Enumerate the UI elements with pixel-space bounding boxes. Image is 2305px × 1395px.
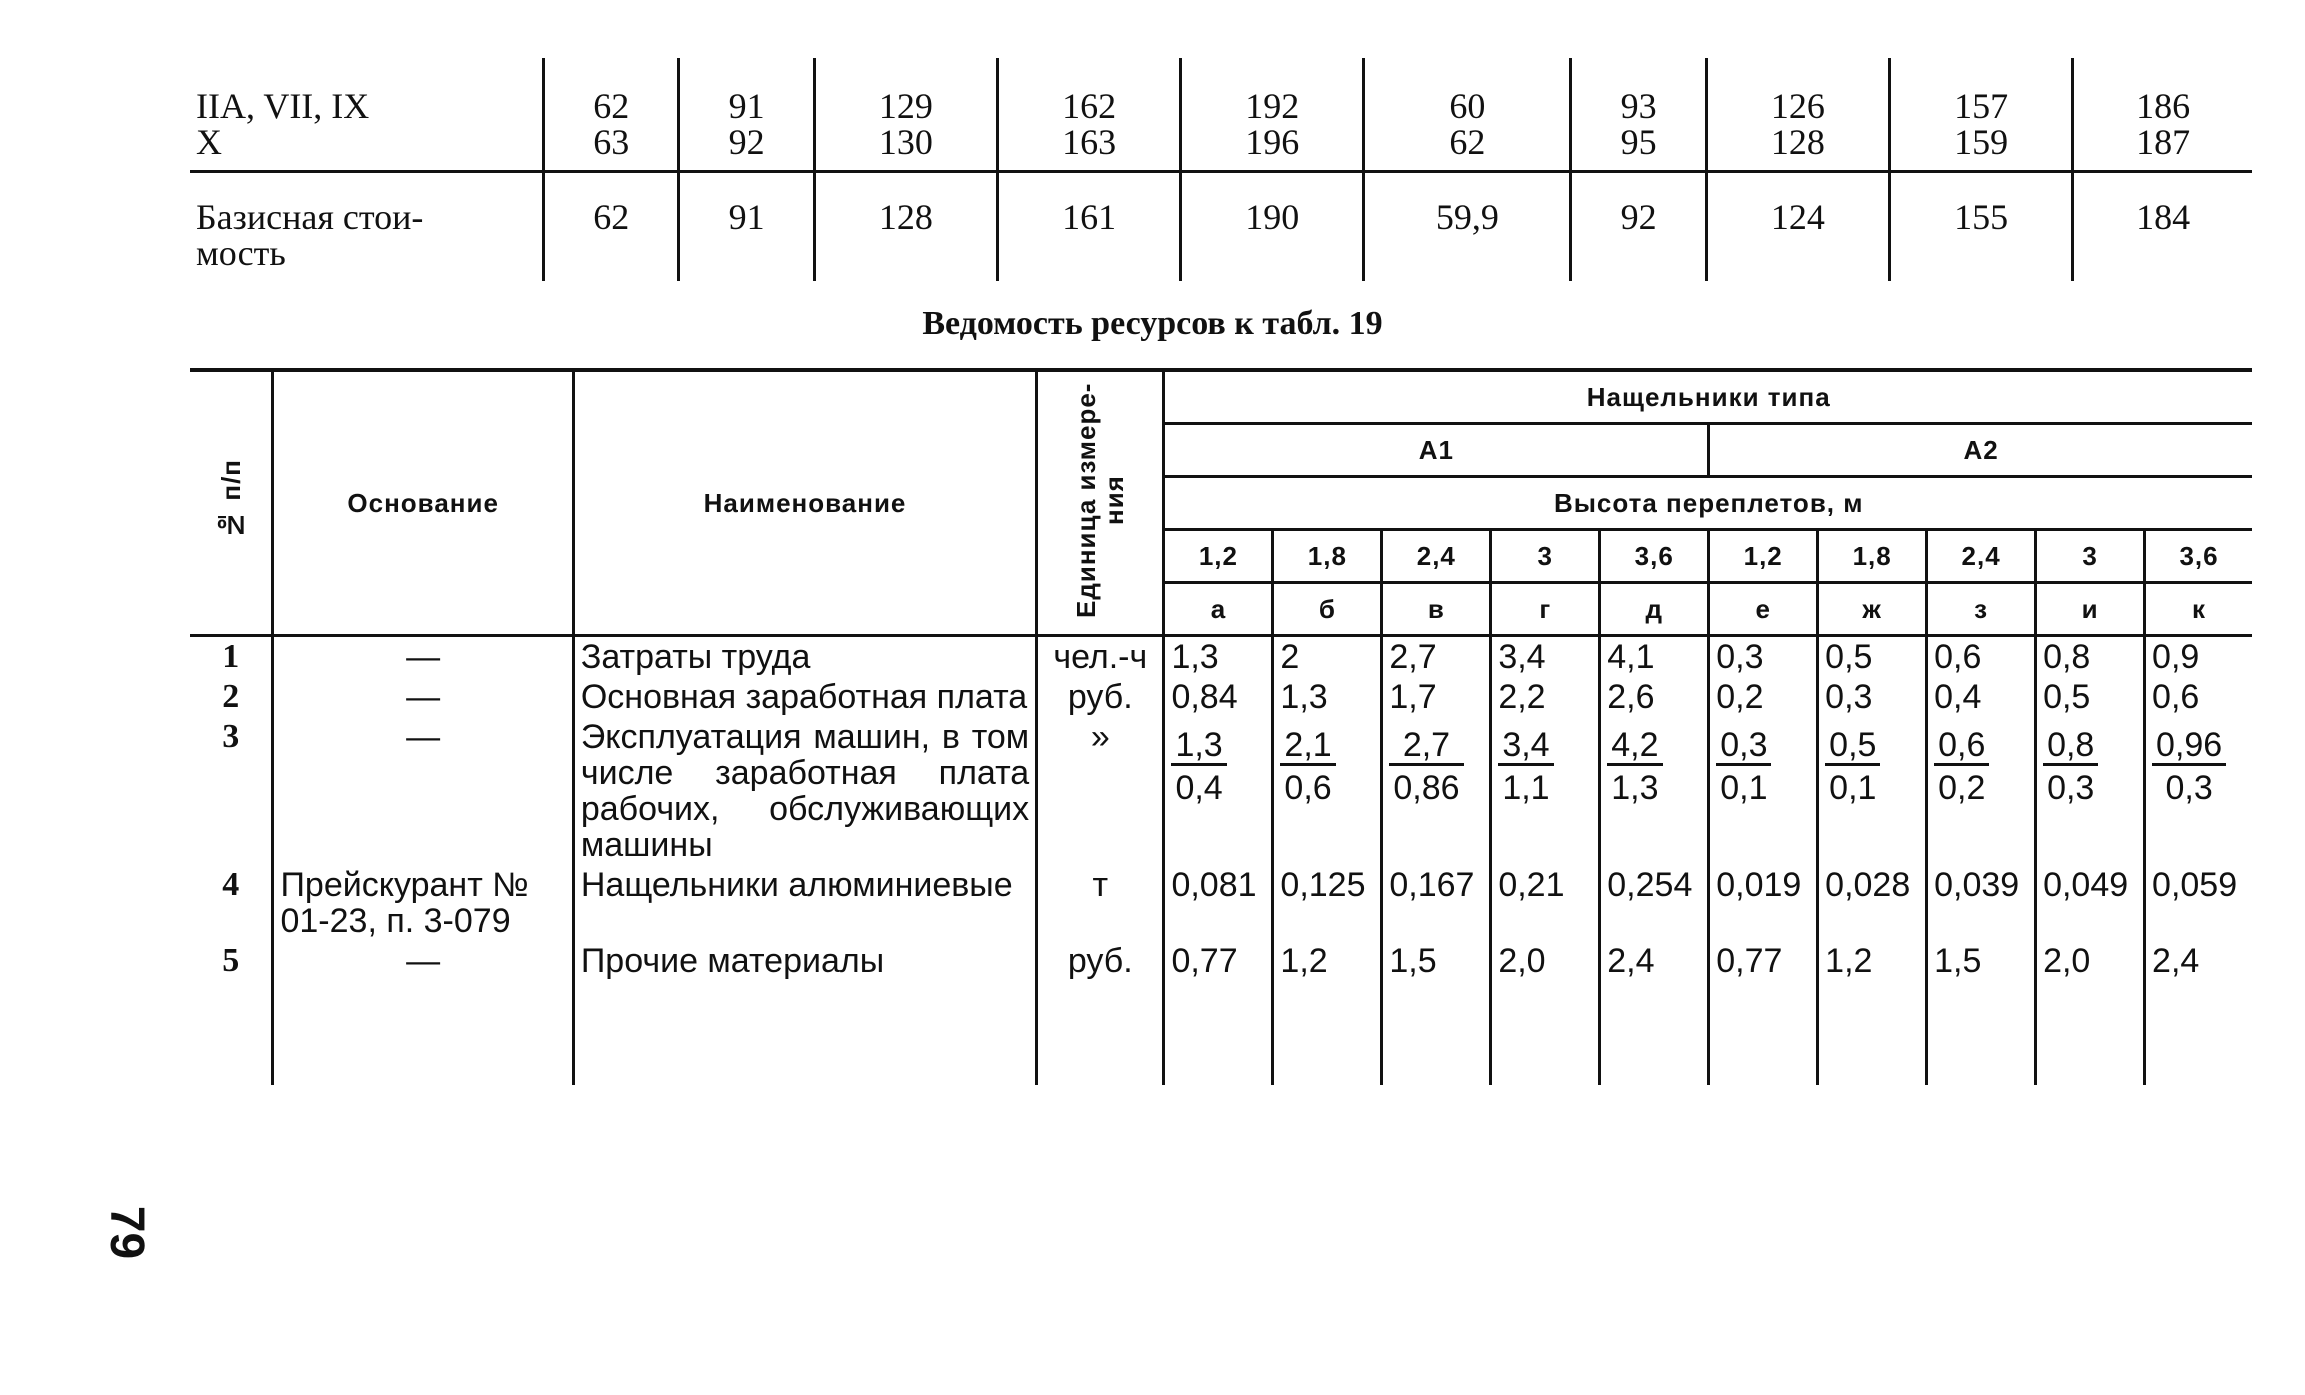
basis-dash: — — [406, 942, 441, 980]
row-value — [1600, 717, 1709, 865]
cost-cell — [1181, 58, 1364, 172]
spacer-cell — [1491, 981, 1600, 1085]
fraction-bottom: 0,3 — [2165, 769, 2213, 807]
header-height-value: 3 — [1491, 530, 1600, 583]
row-value: 0,019 — [1709, 865, 1818, 941]
header-column-letter: з — [1927, 583, 2036, 636]
fraction — [1607, 727, 1662, 806]
cost-value: 186 — [2136, 86, 2191, 126]
header-basis: Основание — [273, 370, 573, 636]
row-unit: » — [1037, 717, 1164, 865]
header-column-letter: б — [1273, 583, 1382, 636]
spacer-cell — [1709, 981, 1818, 1085]
header-num: № п/п — [190, 370, 273, 636]
cost-cell — [814, 58, 997, 172]
fraction — [2043, 727, 2098, 806]
cost-value: 159 — [1954, 122, 2009, 162]
row-value — [1273, 717, 1382, 865]
row-value: 2,4 — [1600, 941, 1709, 981]
cost-value: 124 — [1770, 197, 1825, 237]
cost-value: 62 — [1449, 122, 1486, 162]
row-value: 2,2 — [1491, 677, 1600, 717]
row-value: 0,9 — [2145, 636, 2252, 678]
spacer-cell — [2036, 981, 2145, 1085]
fraction — [1934, 727, 1989, 806]
cost-value: 157 — [1954, 86, 2009, 126]
spacer-cell — [1037, 981, 1164, 1085]
header-height-value: 1,8 — [1818, 530, 1927, 583]
cost-cell — [1181, 172, 1364, 282]
row-value: 0,5 — [1818, 636, 1927, 678]
cost-value: 187 — [2136, 122, 2191, 162]
row-value: 2,6 — [1600, 677, 1709, 717]
header-group: Нащельники типа — [1164, 370, 2252, 424]
row-value: 0,4 — [1927, 677, 2036, 717]
basis-dash: — — [406, 718, 441, 756]
row-value: 3,4 — [1491, 636, 1600, 678]
cost-cell — [544, 172, 679, 282]
cost-value: 92 — [728, 122, 765, 162]
row-unit: чел.-ч — [1037, 636, 1164, 678]
cost-cell — [679, 172, 814, 282]
fraction-top: 3,4 — [1498, 727, 1553, 766]
cost-value: 162 — [1062, 86, 1117, 126]
cost-cell — [2073, 58, 2252, 172]
row-value — [2145, 717, 2252, 865]
row-value: 0,5 — [2036, 677, 2145, 717]
cost-cell — [1364, 58, 1571, 172]
basis-dash: — — [406, 678, 441, 716]
header-column-letter: а — [1164, 583, 1273, 636]
header-column-letter: и — [2036, 583, 2145, 636]
spacer-cell — [273, 981, 573, 1085]
row-value: 0,254 — [1600, 865, 1709, 941]
fraction-bottom: 0,1 — [1720, 769, 1768, 807]
row-value: 1,2 — [1273, 941, 1382, 981]
row-value: 0,6 — [2145, 677, 2252, 717]
row-unit: руб. — [1037, 677, 1164, 717]
row-value: 0,3 — [1709, 636, 1818, 678]
cost-cell — [1571, 172, 1706, 282]
fraction-top: 0,6 — [1934, 727, 1989, 766]
fraction — [1498, 727, 1553, 806]
header-height-value: 2,4 — [1927, 530, 2036, 583]
fraction-top: 0,5 — [1825, 727, 1880, 766]
row-value: 1,5 — [1927, 941, 2036, 981]
header-type-a2: А2 — [1709, 424, 2252, 477]
row-value: 0,125 — [1273, 865, 1382, 941]
header-column-letter: г — [1491, 583, 1600, 636]
row-value: 0,6 — [1927, 636, 2036, 678]
cost-value: 155 — [1954, 197, 2009, 237]
row-value: 0,77 — [1164, 941, 1273, 981]
spacer-cell — [190, 981, 273, 1085]
row-value: 0,77 — [1709, 941, 1818, 981]
cost-value: 190 — [1245, 197, 1300, 237]
fraction-top: 0,3 — [1716, 727, 1771, 766]
cost-cell — [1571, 58, 1706, 172]
header-height-value: 1,2 — [1164, 530, 1273, 583]
fraction-bottom: 0,1 — [1829, 769, 1877, 807]
cost-label-line: IIA, VII, IX — [196, 86, 370, 126]
fraction — [1280, 727, 1335, 806]
row-basis — [273, 941, 573, 981]
cost-value: 63 — [593, 122, 630, 162]
row-value — [2036, 717, 2145, 865]
header-height-value: 3 — [2036, 530, 2145, 583]
row-basis: Прейскурант № 01-23, п. 3-079 — [273, 865, 573, 941]
row-value — [1382, 717, 1491, 865]
row-basis — [273, 636, 573, 678]
basis-dash: — — [406, 638, 441, 676]
fraction — [2152, 727, 2226, 806]
cost-cell — [997, 58, 1180, 172]
cost-value: 163 — [1062, 122, 1117, 162]
row-value: 2,4 — [2145, 941, 2252, 981]
fraction-bottom: 1,1 — [1502, 769, 1550, 807]
row-value: 4,1 — [1600, 636, 1709, 678]
row-value: 0,21 — [1491, 865, 1600, 941]
row-value: 0,167 — [1382, 865, 1491, 941]
cost-value: 128 — [1770, 122, 1825, 162]
row-value: 0,049 — [2036, 865, 2145, 941]
cost-value: 91 — [728, 197, 765, 237]
row-value: 1,3 — [1273, 677, 1382, 717]
header-name: Наименование — [573, 370, 1036, 636]
cost-value: 196 — [1245, 122, 1300, 162]
header-height-value: 3,6 — [2145, 530, 2252, 583]
row-number: 1 — [222, 638, 240, 675]
row-value: 2,0 — [2036, 941, 2145, 981]
table-row — [190, 636, 2252, 678]
cost-value: 92 — [1620, 197, 1657, 237]
row-unit: руб. — [1037, 941, 1164, 981]
row-value: 1,2 — [1818, 941, 1927, 981]
cost-cell — [1890, 172, 2073, 282]
spacer-cell — [1273, 981, 1382, 1085]
cost-value: 59,9 — [1435, 197, 1499, 237]
row-value: 0,028 — [1818, 865, 1927, 941]
row-value: 2 — [1273, 636, 1382, 678]
row-value: 0,2 — [1709, 677, 1818, 717]
cost-cell — [679, 58, 814, 172]
cost-table — [190, 58, 2252, 281]
cost-label-line: X — [196, 122, 222, 162]
spacer-cell — [2145, 981, 2252, 1085]
fraction — [1171, 727, 1226, 806]
cost-cell — [1890, 58, 2073, 172]
cost-cell — [1364, 172, 1571, 282]
cost-row-label — [190, 58, 544, 172]
row-value: 0,3 — [1818, 677, 1927, 717]
cost-value: 93 — [1620, 86, 1657, 126]
table-row — [190, 865, 2252, 941]
header-column-letter: д — [1600, 583, 1709, 636]
row-number: 2 — [222, 678, 240, 715]
spacer-cell — [573, 981, 1036, 1085]
cost-row-label — [190, 172, 544, 282]
cost-cell — [2073, 172, 2252, 282]
header-height: Высота переплетов, м — [1164, 477, 2252, 530]
fraction — [1716, 727, 1771, 806]
cost-row — [190, 58, 2252, 172]
row-unit: т — [1037, 865, 1164, 941]
fraction-top: 2,1 — [1280, 727, 1335, 766]
row-name: Нащельники алюминиевые — [573, 865, 1036, 941]
cost-value: 128 — [878, 197, 933, 237]
resource-table — [190, 368, 2252, 1085]
spacer-cell — [1927, 981, 2036, 1085]
page-number: 79 — [100, 1205, 154, 1260]
row-value: 0,039 — [1927, 865, 2036, 941]
spacer-cell — [1382, 981, 1491, 1085]
row-value: 1,3 — [1164, 636, 1273, 678]
spacer-cell — [1164, 981, 1273, 1085]
fraction-top: 2,7 — [1389, 727, 1463, 766]
row-value — [1491, 717, 1600, 865]
fraction-bottom: 0,3 — [2047, 769, 2095, 807]
row-value — [1709, 717, 1818, 865]
fraction-top: 0,8 — [2043, 727, 2098, 766]
row-number: 3 — [222, 718, 240, 755]
cost-value: 95 — [1620, 122, 1657, 162]
cost-value: 192 — [1245, 86, 1300, 126]
cost-cell — [1706, 58, 1889, 172]
row-value: 0,8 — [2036, 636, 2145, 678]
cost-value: 130 — [878, 122, 933, 162]
header-height-value: 1,8 — [1273, 530, 1382, 583]
fraction — [1389, 727, 1463, 806]
fraction-top: 4,2 — [1607, 727, 1662, 766]
row-value: 2,7 — [1382, 636, 1491, 678]
cost-value: 129 — [878, 86, 933, 126]
fraction-bottom: 0,4 — [1175, 769, 1223, 807]
row-number: 5 — [222, 942, 240, 979]
cost-cell — [814, 172, 997, 282]
row-name: Прочие материалы — [573, 941, 1036, 981]
row-number: 4 — [222, 866, 240, 903]
cost-value: 91 — [728, 86, 765, 126]
row-value: 2,0 — [1491, 941, 1600, 981]
spacer-cell — [1818, 981, 1927, 1085]
row-value — [1164, 717, 1273, 865]
header-height-value: 1,2 — [1709, 530, 1818, 583]
header-unit: Единица измере-ния — [1037, 370, 1164, 636]
header-column-letter: в — [1382, 583, 1491, 636]
fraction — [1825, 727, 1880, 806]
row-value: 0,059 — [2145, 865, 2252, 941]
cost-label-line: Базисная стои- — [196, 197, 424, 237]
fraction-bottom: 0,2 — [1938, 769, 1986, 807]
cost-value: 60 — [1449, 86, 1486, 126]
cost-cell — [1706, 172, 1889, 282]
cost-cell — [544, 58, 679, 172]
row-value: 1,5 — [1382, 941, 1491, 981]
table-row — [190, 677, 2252, 717]
fraction-top: 0,96 — [2152, 727, 2226, 766]
table-row — [190, 717, 2252, 865]
cost-value: 126 — [1770, 86, 1825, 126]
cost-cell — [997, 172, 1180, 282]
header-height-value: 3,6 — [1600, 530, 1709, 583]
row-value — [1927, 717, 2036, 865]
row-value — [1818, 717, 1927, 865]
row-name: Основная заработная плата — [573, 677, 1036, 717]
header-type-a1: А1 — [1164, 424, 1709, 477]
resource-sheet-title: Ведомость ресурсов к табл. 19 — [922, 305, 1383, 342]
row-value: 0,081 — [1164, 865, 1273, 941]
header-height-value: 2,4 — [1382, 530, 1491, 583]
cost-value: 184 — [2136, 197, 2191, 237]
cost-value: 62 — [593, 197, 630, 237]
fraction-bottom: 0,86 — [1393, 769, 1460, 807]
cost-value: 161 — [1062, 197, 1117, 237]
header-column-letter: е — [1709, 583, 1818, 636]
header-column-letter: к — [2145, 583, 2252, 636]
header-column-letter: ж — [1818, 583, 1927, 636]
cost-label-line: мость — [196, 233, 286, 273]
cost-value: 62 — [593, 86, 630, 126]
row-value: 1,7 — [1382, 677, 1491, 717]
fraction-bottom: 1,3 — [1611, 769, 1659, 807]
row-basis — [273, 717, 573, 865]
row-value: 0,84 — [1164, 677, 1273, 717]
table-row — [190, 941, 2252, 981]
cost-row — [190, 172, 2252, 282]
row-name: Эксплуатация машин, в том числе заработная плата рабочих, обслуживающих машины — [573, 717, 1036, 865]
fraction-top: 1,3 — [1171, 727, 1226, 766]
row-basis — [273, 677, 573, 717]
table-spacer — [190, 981, 2252, 1085]
spacer-cell — [1600, 981, 1709, 1085]
fraction-bottom: 0,6 — [1284, 769, 1332, 807]
row-name: Затраты труда — [573, 636, 1036, 678]
